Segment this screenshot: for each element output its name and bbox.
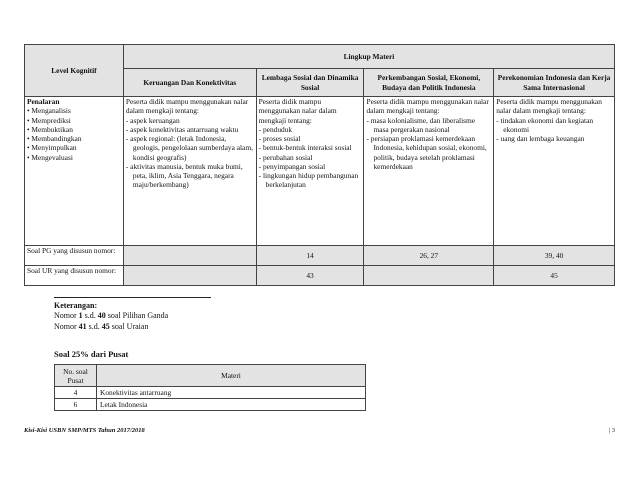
level-item: • Menyimpulkan (27, 143, 77, 153)
keterangan-line-uraian: Nomor 41 s.d. 45 soal Uraian (54, 321, 149, 331)
cell-intro: Peserta didik mampu menggunakan nalar dalam mengkaji tentang: (496, 97, 602, 116)
header-lingkup-materi: Lingkup Materi (123, 45, 614, 69)
pg-row-label: Soal PG yang disusun nomor: (25, 246, 124, 266)
header-col-keruangan: Keruangan Dan Konektivitas (123, 69, 256, 97)
level-item: • Membandingkan (27, 134, 82, 143)
pusat-row-no: 6 (55, 399, 97, 411)
page-number: | 3 (608, 427, 615, 434)
pg-value (123, 246, 256, 266)
level-item: • Membuktikan (27, 124, 73, 134)
ur-value: 45 (494, 266, 615, 286)
materi-item: - uang dan lembaga keuangan (496, 134, 585, 143)
keterangan-label: Keterangan: (54, 301, 98, 310)
materi-item: - aktivitas manusia, bentuk muka bumi, peta, iklim, Asia Tenggara, negara maju/berkembang) (125, 161, 243, 190)
pusat-section-title: Soal 25% dari Pusat (54, 349, 129, 359)
materi-item: - aspek konektivitas antarruang waktu (125, 124, 239, 134)
materi-item: - tindakan ekonomi dan kegiatan ekonomi (496, 115, 594, 134)
cell-intro: Peserta didik mampu menggunakan nalar dalam mengkaji tentang: (125, 97, 249, 116)
materi-cell-keruangan (123, 97, 256, 246)
ur-value (123, 266, 256, 286)
level-list (27, 106, 121, 162)
materi-cell-perekonomian (494, 97, 615, 246)
level-item: • Memprediksi (27, 115, 71, 125)
materi-item: - perubahan sosial (258, 152, 313, 162)
level-item: • Mengevaluasi (27, 152, 73, 162)
ur-value: 43 (256, 266, 364, 286)
ur-row-label: Soal UR yang disusun nomor: (25, 266, 124, 286)
materi-item: - masa kolonialisme, dan liberalisme masa pergerakan nasional (366, 115, 476, 134)
pusat-header-materi: Materi (97, 365, 366, 387)
materi-item: - lingkungan hidup pembangunan berkelanjutan (258, 171, 359, 190)
pusat-row-no: 4 (55, 387, 97, 399)
page-footer (24, 427, 615, 434)
pg-value: 26, 27 (364, 246, 494, 266)
ur-value (364, 266, 494, 286)
materi-item: - aspek keruangan (125, 115, 180, 125)
materi-item: - bentuk-bentuk interaksi sosial (258, 143, 352, 153)
header-col-lembaga-sosial: Lembaga Sosial dan Dinamika Sosial (256, 69, 364, 97)
level-cell (25, 97, 124, 246)
header-col-perekonomian: Perekonomian Indonesia dan Kerja Sama Internasional (494, 69, 615, 97)
pusat-row-materi: Konektivitas antarruang (97, 387, 366, 399)
keterangan-line-pg: Nomor 1 s.d. 40 soal Pilihan Ganda (54, 311, 169, 321)
header-col-perkembangan: Perkembangan Sosial, Ekonomi, Budaya dan Politik Indonesia (364, 69, 494, 97)
materi-cell-perkembangan (364, 97, 494, 246)
level-title: Penalaran (27, 97, 60, 106)
keterangan-note (54, 297, 211, 332)
pg-value: 39, 40 (494, 246, 615, 266)
materi-item: - persiapan proklamasi kemerdekaan Indonesia, kehidupan sosial, ekonomi, politik, budaya setelah proklamasi kemerdekaan (366, 134, 487, 171)
materi-item: - proses sosial (258, 134, 301, 143)
materi-cell-lembaga-sosial (256, 97, 364, 246)
pusat-row-materi: Letak Indonesia (97, 399, 366, 411)
header-level-kognitif: Level Kognitif (25, 45, 124, 97)
footer-title: Kisi-Kisi USBN SMP/MTS Tahun 2017/2018 (24, 427, 145, 434)
level-item: • Menganalisis (27, 106, 71, 116)
kisi-kisi-table (24, 44, 615, 286)
cell-intro: Peserta didik mampu menggunakan nalar dalam mengkaji tentang: (366, 97, 489, 116)
materi-item: - penduduk (258, 124, 293, 134)
cell-intro: Peserta didik mampu menggunakan nalar dalam mengkaji tentang: (258, 97, 337, 125)
pusat-header-no: No. soal Pusat (55, 365, 97, 387)
materi-item: - penyimpangan sosial (258, 161, 326, 171)
soal-pusat-table (54, 364, 366, 411)
pg-value: 14 (256, 246, 364, 266)
materi-item: - aspek regional: (letak Indonesia, geologis, pengelolaan sumberdaya alam, kondisi geografis) (125, 134, 253, 162)
